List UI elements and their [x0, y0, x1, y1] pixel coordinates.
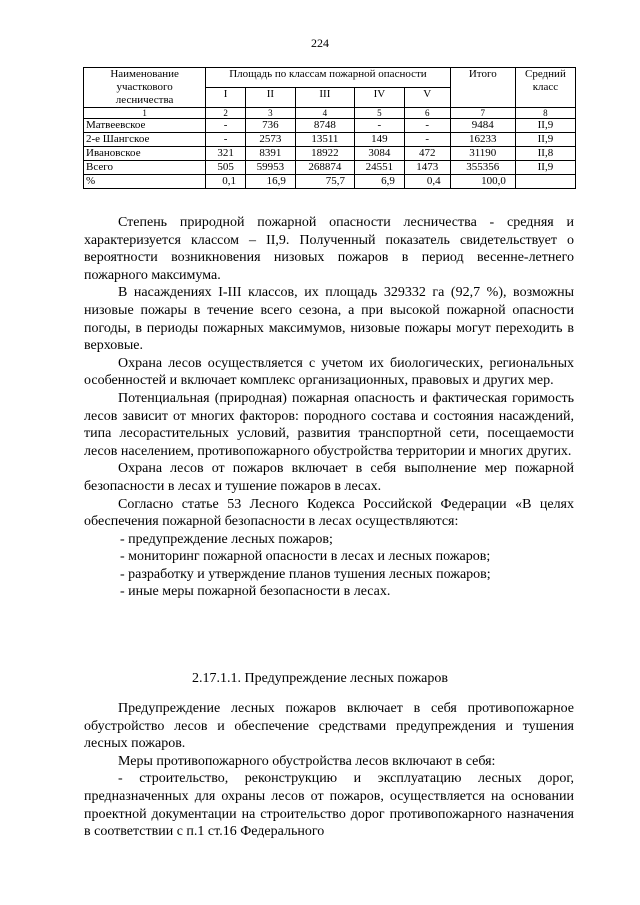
list-item: - предупреждение лесных пожаров;: [120, 531, 333, 547]
table-cell: 16,9: [245, 175, 295, 189]
paragraph: Согласно статье 53 Лесного Кодекса Российской Федерации «В целях обеспечения пожарной безопасности в лесах осуществляются:: [84, 496, 574, 530]
header-class: III: [295, 88, 354, 108]
table-cell: II,8: [515, 147, 575, 161]
column-number: 7: [450, 108, 515, 119]
paragraph: Предупреждение лесных пожаров включает в себя противопожарное обустройство лесов и обеспечение средствами предупреждения и тушения лесных пожаров.: [84, 701, 574, 752]
table-row: [84, 175, 576, 189]
paragraph: Охрана лесов осуществляется с учетом их биологических, региональных особенностей и включает комплекс организационных, правовых и других мер.: [84, 355, 574, 389]
column-number: 8: [515, 108, 575, 119]
paragraph: В насаждениях I-III классов, их площадь 329332 га (92,7 %), возможны низовые пожары в течение всего сезона, а при высокой пожарной опасности погоды, в периоды пожарных максимумов, низовые пожары могут переходить в верховые.: [84, 285, 574, 354]
table-cell: II,9: [515, 119, 575, 133]
column-number: 5: [354, 108, 404, 119]
table-cell: -: [404, 133, 450, 147]
table-row: [84, 119, 576, 133]
table-cell: 13511: [295, 133, 354, 147]
table-cell: 31190: [450, 147, 515, 161]
row-name: Всего: [84, 161, 206, 175]
table-cell: 0,4: [404, 175, 450, 189]
table-cell: 8748: [295, 119, 354, 133]
table-cell: 3084: [354, 147, 404, 161]
paragraph: Потенциальная (природная) пожарная опасность и фактическая горимость лесов зависит от многих факторов: породного состава и состояния насаждений, типа лесорастительных условий, развития транспортной сети, посещаемости лесов населением, противопожарного обустройства территории и многих других.: [84, 390, 574, 459]
table-cell: 0,1: [206, 175, 246, 189]
column-number: 6: [404, 108, 450, 119]
header-class: V: [404, 88, 450, 108]
table-cell: 6,9: [354, 175, 404, 189]
table-cell: 75,7: [295, 175, 354, 189]
table-cell: 18922: [295, 147, 354, 161]
paragraph: Охрана лесов от пожаров включает в себя выполнение мер пожарной безопасности в лесах и тушение пожаров в лесах.: [84, 461, 574, 494]
table-cell: 472: [404, 147, 450, 161]
row-name: %: [84, 175, 206, 189]
row-name: 2-е Шангское: [84, 133, 206, 147]
table-cell: -: [206, 133, 246, 147]
row-name: Матвеевское: [84, 119, 206, 133]
table-cell: -: [354, 119, 404, 133]
table-cell: II,9: [515, 133, 575, 147]
table-row: [84, 147, 576, 161]
table-cell: II,9: [515, 161, 575, 175]
list-item: - мониторинг пожарной опасности в лесах и лесных пожаров;: [120, 549, 491, 565]
header-avg-class: Средний класс: [515, 68, 575, 108]
table-cell: 8391: [245, 147, 295, 161]
paragraph: Степень природной пожарной опасности лесничества - средняя и характеризуется классом – II,9. Полученный показатель свидетельствует о вероятности возникновения низовых пожаров в период весенне-летнего пожарного максимума.: [84, 215, 574, 283]
table-cell: 1473: [404, 161, 450, 175]
section-heading: 2.17.1.1. Предупреждение лесных пожаров: [192, 671, 448, 686]
table-cell: 355356: [450, 161, 515, 175]
table-cell: 100,0: [450, 175, 515, 189]
table-cell: 16233: [450, 133, 515, 147]
table-cell: 24551: [354, 161, 404, 175]
list-item: - иные меры пожарной безопасности в лесах.: [120, 584, 391, 600]
header-class: I: [206, 88, 246, 108]
page-number: 224: [311, 36, 329, 50]
fire-danger-table: [83, 67, 576, 189]
table-cell: 9484: [450, 119, 515, 133]
table-cell: 268874: [295, 161, 354, 175]
row-name: Ивановское: [84, 147, 206, 161]
table-row: [84, 161, 576, 175]
header-name: Наименование участкового лесничества: [84, 68, 206, 108]
column-number: 2: [206, 108, 246, 119]
header-class: II: [245, 88, 295, 108]
column-number: 4: [295, 108, 354, 119]
table-cell: 736: [245, 119, 295, 133]
list-item: - разработку и утверждение планов тушения лесных пожаров;: [120, 566, 491, 582]
column-number: 3: [245, 108, 295, 119]
table-cell: -: [404, 119, 450, 133]
table-cell: 505: [206, 161, 246, 175]
column-numbers-row: [84, 108, 576, 119]
paragraph: Меры противопожарного обустройства лесов включают в себя:: [118, 753, 496, 769]
header-class: IV: [354, 88, 404, 108]
table-cell: 321: [206, 147, 246, 161]
column-number: 1: [84, 108, 206, 119]
header-total: Итого: [450, 68, 515, 108]
table-cell: 59953: [245, 161, 295, 175]
paragraph: - строительство, реконструкцию и эксплуатацию лесных дорог, предназначенных для охраны лесов от пожаров, осуществляется на основании проектной документации на строительство дорог противопожарного назначения в соответствии с п.1 ст.16 Федерального: [84, 771, 574, 840]
table-cell: 2573: [245, 133, 295, 147]
table-cell: [515, 175, 575, 189]
table-cell: -: [206, 119, 246, 133]
table-cell: 149: [354, 133, 404, 147]
table-row: [84, 133, 576, 147]
header-area-group: Площадь по классам пожарной опасности: [206, 68, 450, 88]
body-text-2: [84, 700, 574, 841]
body-text-1: [84, 214, 574, 601]
